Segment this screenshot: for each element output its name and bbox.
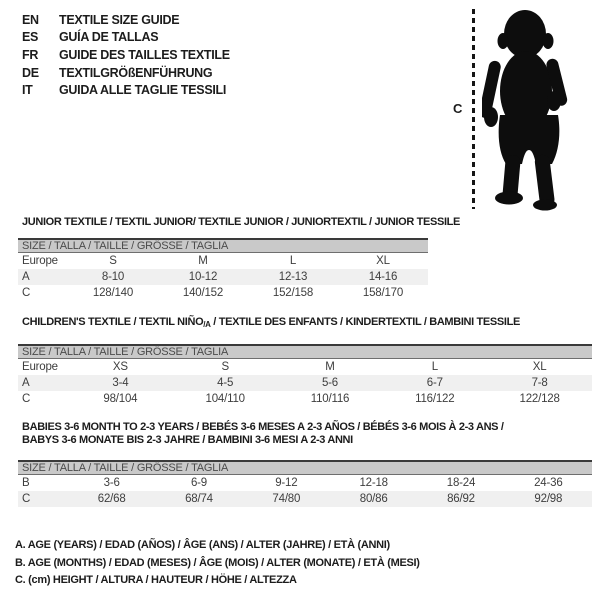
size-cell: 116/122 xyxy=(415,393,455,405)
table-row xyxy=(18,475,592,491)
size-cell: 12-18 xyxy=(359,477,388,489)
column-header: M xyxy=(325,361,335,373)
row-label: A xyxy=(22,377,30,389)
size-cell: 12-13 xyxy=(278,271,308,283)
size-cell: 10-12 xyxy=(188,271,218,283)
size-cell: 6-7 xyxy=(426,377,443,389)
size-cell: 3-6 xyxy=(103,477,120,489)
language-row-fr xyxy=(22,46,230,64)
table-row xyxy=(18,375,592,391)
section-children xyxy=(0,316,600,407)
language-row-de xyxy=(22,64,230,82)
row-label: B xyxy=(22,477,30,489)
language-title: GUÍA DE TALLAS xyxy=(59,30,159,45)
language-row-es xyxy=(22,29,230,47)
section-title-text: / TEXTILE DES ENFANTS / KINDERTEXTIL / BAMBINI TESSILE xyxy=(210,316,520,328)
table-row xyxy=(18,391,592,407)
row-label: C xyxy=(22,393,31,405)
size-cell: 158/170 xyxy=(362,287,404,299)
section-junior xyxy=(0,216,600,301)
language-code: FR xyxy=(22,47,39,62)
language-row-it xyxy=(22,81,230,99)
size-cell: 110/116 xyxy=(310,393,350,405)
table-row xyxy=(18,285,428,301)
column-header: XL xyxy=(376,255,390,267)
column-header: S xyxy=(221,361,229,373)
language-code: EN xyxy=(22,12,39,27)
section-title-junior: JUNIOR TEXTILE / TEXTIL JUNIOR/ TEXTILE JUNIOR / JUNIORTEXTIL / JUNIOR TESSILE xyxy=(22,216,461,228)
table-header-row xyxy=(18,359,592,375)
column-header: XS xyxy=(112,361,128,373)
language-row-en xyxy=(22,11,230,29)
size-cell: 122/128 xyxy=(519,393,560,405)
table-row xyxy=(18,491,592,507)
column-header: XL xyxy=(532,361,547,373)
section-babies xyxy=(0,421,600,507)
legend-note-b: B. AGE (MONTHS) / EDAD (MESES) / ÂGE (MOIS) / ALTER (MONATE) / ETÀ (MESI) xyxy=(15,556,420,569)
language-title: TEXTILE SIZE GUIDE xyxy=(59,12,180,27)
column-header: S xyxy=(109,255,117,267)
size-cell: 18-24 xyxy=(446,477,476,489)
size-cell: 98/104 xyxy=(103,393,138,405)
height-dimension-label: C xyxy=(453,101,463,116)
section-title-text: CHILDREN'S TEXTILE / TEXTIL NIÑO xyxy=(22,316,204,328)
size-header-bar: SIZE / TALLA / TAILLE / GRÖSSE / TAGLIA xyxy=(18,344,592,359)
size-cell: 62/68 xyxy=(97,493,126,505)
size-cell: 104/110 xyxy=(205,393,245,405)
column-header: L xyxy=(289,255,297,267)
language-title: GUIDE DES TAILLES TEXTILE xyxy=(59,47,230,62)
language-title: TEXTILGRÖßENFÜHRUNG xyxy=(59,65,213,80)
size-cell: 128/140 xyxy=(92,287,134,299)
size-cell: 24-36 xyxy=(534,477,563,489)
height-measure-dashed-line xyxy=(472,9,475,209)
size-cell: 6-9 xyxy=(190,477,207,489)
size-cell: 4-5 xyxy=(217,377,234,389)
size-cell: 68/74 xyxy=(185,493,213,505)
legend-note-a: A. AGE (YEARS) / EDAD (AÑOS) / ÂGE (ANS) / ALTER (JAHRE) / ETÀ (ANNI) xyxy=(15,539,390,551)
size-cell: 9-12 xyxy=(275,477,298,489)
row-label: C xyxy=(22,287,31,299)
size-cell: 92/98 xyxy=(534,493,563,505)
section-title-subscript: /A xyxy=(203,320,211,329)
column-header: Europe xyxy=(22,361,58,373)
size-cell: 86/92 xyxy=(447,493,475,505)
column-header: M xyxy=(198,255,208,267)
size-cell: 140/152 xyxy=(182,287,224,299)
size-header-bar: SIZE / TALLA / TAILLE / GRÖSSE / TAGLIA xyxy=(18,238,428,253)
size-header-bar: SIZE / TALLA / TAILLE / GRÖSSE / TAGLIA xyxy=(18,460,592,475)
size-cell: 152/158 xyxy=(272,287,314,299)
legend-notes xyxy=(15,533,420,590)
size-cell: 7-8 xyxy=(531,377,548,389)
language-code: DE xyxy=(22,65,39,80)
row-label: A xyxy=(22,271,30,283)
language-title: GUIDA ALLE TAGLIE TESSILI xyxy=(59,83,227,98)
baby-silhouette xyxy=(482,4,574,212)
table-header-row xyxy=(18,253,428,269)
column-header: L xyxy=(431,361,438,373)
section-title-babies-line2: BABYS 3-6 MONATE BIS 2-3 JAHRE / BAMBINI 3-6 MESI A 2-3 ANNI xyxy=(22,434,353,446)
size-cell: 3-4 xyxy=(112,377,129,389)
size-cell: 8-10 xyxy=(101,271,125,283)
section-title-children xyxy=(22,316,600,331)
legend-note-c: C. (cm) HEIGHT / ALTURA / HAUTEUR / HÖHE / ALTEZZA xyxy=(15,574,297,586)
size-cell: 80/86 xyxy=(359,493,388,505)
children-size-table xyxy=(18,359,592,407)
babies-size-table xyxy=(18,475,592,507)
junior-size-table xyxy=(18,253,428,301)
size-cell: 5-6 xyxy=(321,377,338,389)
language-code: IT xyxy=(22,83,33,98)
table-row xyxy=(18,269,428,285)
section-title-babies-line1: BABIES 3-6 MONTH TO 2-3 YEARS / BEBÉS 3-6 MESES A 2-3 AÑOS / BÉBÉS 3-6 MOIS À 2-3 ANS / xyxy=(22,421,504,433)
row-label: C xyxy=(22,493,31,505)
size-cell: 74/80 xyxy=(272,493,301,505)
language-title-list xyxy=(22,11,230,99)
language-code: ES xyxy=(22,30,39,45)
size-cell: 14-16 xyxy=(368,271,398,283)
column-header: Europe xyxy=(22,255,58,267)
